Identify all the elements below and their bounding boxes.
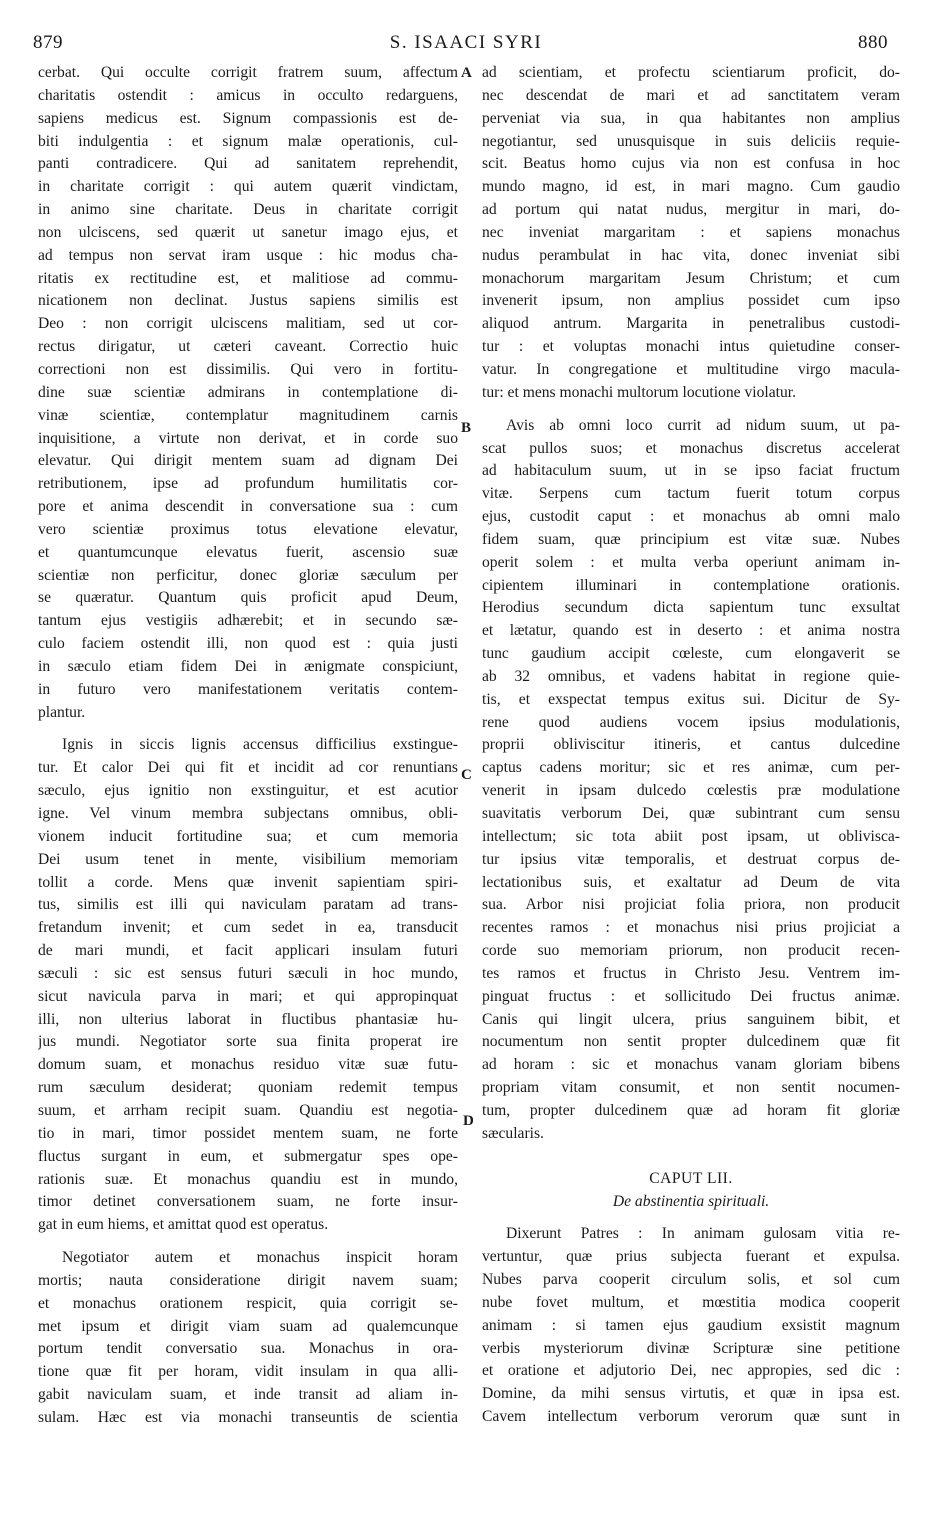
text-line: vero scientiæ proximus totus elevatione elevatur, — [38, 520, 458, 538]
text-line: suum, et arrham recipit suam. Quandiu est negotia- — [38, 1101, 458, 1119]
text-line: nicationem non declinat. Justus sapiens similis est — [38, 292, 458, 310]
text-line: operit solem : et multa verba operiunt animam in- — [482, 553, 900, 571]
text-line: ejus, custodit caput : et monachus ab omni malo — [482, 508, 900, 526]
text-line: rene quod audiens vocem ipsius modulationis, — [482, 713, 900, 731]
chapter-subtitle: De abstinentia spirituali. — [612, 1192, 770, 1210]
text-line: Herodius secundum dicta sapientum tunc exsultat — [482, 599, 900, 617]
paragraph-gap — [482, 1213, 900, 1223]
text-line: captus cadens moritur; sic et res animæ, cum per- — [482, 759, 900, 777]
text-line: vatur. In congregatione et multitudine virgo macula- — [482, 360, 900, 378]
text-line: tur: et mens monachi multorum locutione violatur. — [482, 383, 796, 401]
running-title: S. ISAACI SYRI — [389, 32, 543, 53]
text-line: ad scientiam, et profectu scientiarum proficit, do- — [482, 64, 900, 81]
text-line: met ipsum et dirigit viam suam ad qualemcunque — [38, 1317, 458, 1335]
text-line: tis, et exspectat tempus exitus sui. Dicitur de Sy- — [482, 690, 900, 708]
page-number-right: 880 — [858, 32, 888, 53]
paragraph-gap — [482, 1146, 900, 1168]
text-line: Canis qui lingit ulcera, prius sanguinem bibit, et — [482, 1010, 900, 1028]
paragraph-gap — [38, 724, 458, 734]
text-line: cipientem illuminari in contemplatione orationis. — [482, 576, 900, 594]
text-line: ad habitaculum suum, ut in se ipso faciat fructum — [482, 462, 900, 480]
text-line: Nubes parva cooperit circulum solis, et sol cum — [482, 1271, 900, 1289]
text-line: animam : si tamen ejus gaudium exsistit magnum — [482, 1316, 900, 1334]
text-line: proprii obliviscitur itineris, et cantus dulcedine — [482, 736, 900, 754]
text-line: rectus dirigatur, ut cæteri caveant. Correctio huic — [38, 338, 458, 356]
text-line: sua. Arbor nisi projiciat folia priora, non producit — [482, 896, 900, 914]
text-line: igne. Vel vinum membra subjectans omnibus, obli- — [38, 805, 458, 822]
text-line: tione quæ fit per horam, vidit insulam in qua alli- — [38, 1363, 458, 1381]
left-column — [38, 62, 458, 1430]
text-line: Domine, da mihi sensus virtutis, et quæ in ipsa est. — [482, 1385, 900, 1403]
text-line: vinæ scientiæ, contemplatur magnitudinem carnis — [38, 406, 458, 424]
text-line: inquisitione, a virtute non derivat, et in corde suo — [38, 429, 458, 447]
text-line: cerbat. Qui occulte corrigit fratrem suum, affectum — [38, 64, 458, 81]
text-line: tes ramos et fructus in Christo Jesu. Ventrem im- — [482, 964, 900, 982]
text-line: rum sæculum desiderat; quoniam redemit tempus — [38, 1079, 458, 1097]
text-line: panti contradicere. Qui ad sanitatem reprehendit, — [38, 155, 458, 173]
text-line: tunc gaudium accipit cœleste, cum elongaverit se — [482, 645, 900, 663]
text-line: tio in mari, timor possidet mentem suam, ne forte — [38, 1124, 458, 1142]
text-line: portum tendit conversatio sua. Monachus in ora- — [38, 1340, 458, 1358]
text-line: timor detinet conversationem suam, ne forte insur- — [38, 1193, 458, 1211]
text-line: sicut navicula parva in mari; et qui appropinquat — [38, 987, 458, 1005]
text-line: elevatur. Qui dirigit mentem suam ad dignam Dei — [38, 452, 458, 470]
chapter-title: CAPUT LII. — [649, 1169, 733, 1187]
text-line: de mari mundi, et facit applicari insulam futuri — [38, 942, 458, 960]
text-line: ad portum qui natat nudus, mergitur in mari, do- — [482, 201, 900, 219]
paragraph-gap — [38, 1237, 458, 1247]
text-line: et quantumcunque elevatus fuerit, ascensio suæ — [38, 543, 458, 561]
text-line: Dei usum tenet in mente, visibilium memoriam — [38, 850, 458, 868]
text-line: pinguat fructus : et sollicitudo Dei fructus animæ. — [482, 987, 900, 1005]
text-line: scat pullos suos; et monachus discretus accelerat — [482, 439, 900, 457]
text-line: vertuntur, quæ prius subjecta fuerant et expulsa. — [482, 1248, 900, 1266]
text-line: et oratione et adjutorio Dei, nec appropies, sed dic : — [482, 1362, 900, 1380]
text-line: fidem suam, quæ principium est vitæ suæ. Nubes — [482, 530, 900, 548]
text-line: fretandum invenit; et cum sedet in ea, transducit — [38, 919, 458, 937]
right-column — [482, 62, 900, 1429]
text-line: tur : et voluptas monachi intus quietudine conser- — [482, 338, 900, 356]
text-line: tur ipsius vitæ temporalis, et destruat corpus de- — [482, 850, 900, 868]
text-line: nocumentum non sentit propter dulcedinem quæ fit — [482, 1033, 900, 1051]
text-line: intellectum; sic tota abiit post ipsam, ut oblivisca- — [482, 827, 900, 845]
text-line: jus mundi. Negotiator sorte sua finita properat ire — [38, 1033, 458, 1051]
margin-letter-d: D — [463, 1113, 474, 1129]
text-line: charitatis ostendit : amicus in occulto redarguens, — [38, 86, 458, 104]
margin-letter-c: C — [461, 767, 472, 783]
text-line: Avis ab omni loco currit ad nidum suum, ut pa- — [506, 416, 900, 434]
text-line: nube fovet multum, et mœstitia modica cooperit — [482, 1293, 900, 1311]
text-line: propriam vitam consumit, et non sentit nocumen- — [482, 1079, 900, 1097]
text-line: tum, propter dulcedinem quæ ad horam fit gloriæ — [482, 1101, 900, 1119]
text-line: Negotiator autem et monachus inspicit horam — [62, 1249, 458, 1267]
text-line: vitæ. Serpens cum tactum fuerit totum corpus — [482, 485, 900, 503]
paragraph-gap — [482, 405, 900, 415]
text-line: mortis; nauta consideratione dirigit navem suam; — [38, 1271, 458, 1289]
text-line: nudus perambulat in hac vita, donec inveniat sibi — [482, 246, 900, 264]
text-line: biti indulgentia : et signum malæ operationis, cul- — [38, 132, 458, 150]
text-line: fluctus surgant in eum, et submergatur spes ope- — [38, 1147, 458, 1165]
text-line: negotiantur, sed unusquisque in suis deliciis requie- — [482, 132, 900, 150]
text-line: lectationibus suis, et exaltatur ad Deum de vita — [482, 873, 900, 891]
text-line: non ulciscens, sed quærit ut sanetur imago ejus, et — [38, 223, 458, 241]
text-line: ab 32 omnibus, et vadens habitat in regione quie- — [482, 667, 900, 685]
text-line: Dixerunt Patres : In animam gulosam vitia re- — [506, 1225, 900, 1243]
text-line: in charitate corrigit : qui autem quærit vindictam, — [38, 178, 458, 196]
text-line: gat in eum hiems, et amittat quod est operatus. — [38, 1216, 329, 1234]
text-line: verbis mysteriorum divinæ Scripturæ sine petitione — [482, 1339, 900, 1357]
text-line: monachorum margaritam Jesum Christum; et cum — [482, 269, 900, 287]
text-line: recentes ramos : et monachus nisi prius projiciat a — [482, 919, 900, 937]
text-line: scit. Beatus homo cujus via non est confusa in hoc — [482, 155, 900, 173]
text-line: Ignis in siccis lignis accensus difficilius exstingue- — [62, 736, 458, 754]
text-line: vionem inducit fortitudine sua; et cum memoria — [38, 827, 458, 845]
text-line: invenerit ipsum, non amplius possidet cum ipso — [482, 292, 900, 310]
text-line: nec inveniat margaritam : et sapiens monachus — [482, 223, 900, 241]
text-line: rationis suæ. Et monachus quandiu est in mundo, — [38, 1170, 458, 1188]
text-line: in animo sine charitate. Deus in charitate corrigit — [38, 201, 458, 219]
text-line: in futuro vero manifestationem veritatis contem- — [38, 680, 458, 698]
text-line: sæculi : sic est sensus futuri sæculi in hoc mundo, — [38, 964, 458, 982]
text-line: aliquod antrum. Margarita in penetralibus custodi- — [482, 315, 900, 333]
text-line: ad tempus non servat iram usque : hic modus cha- — [38, 246, 458, 264]
text-line: culo faciem ostendit illi, non quod est : quia justi — [38, 635, 458, 653]
text-line: tollit a corde. Mens quæ invenit sapientiam spiri- — [38, 873, 458, 891]
text-line: plantur. — [38, 703, 86, 721]
text-line: illi, non ulterius laborat in fluctibus phantasiæ hu- — [38, 1010, 458, 1028]
text-line: retributionem, ipse ad profundum humilitatis cor- — [38, 475, 458, 493]
text-line: Cavem intellectum verborum verorum quæ sunt in — [482, 1408, 900, 1426]
text-line: sapiens medicus est. Signum compassionis est de- — [38, 109, 458, 127]
text-line: suavitatis verborum Dei, quæ subintrant cum sensu — [482, 805, 900, 822]
text-line: perveniat via sua, in qua habitantes non amplius — [482, 109, 900, 127]
text-line: ritatis ex rectitudine est, et malitiose ad commu- — [38, 269, 458, 287]
text-line: scientiæ non perficitur, donec gloriæ sæculum per — [38, 566, 458, 584]
text-line: venerit in ipsam dulcedo cœlestis præ modulatione — [482, 782, 900, 800]
margin-letter-a: A — [461, 65, 472, 81]
text-line: et monachus orationem respicit, quia corrigit se- — [38, 1294, 458, 1312]
text-line: nec descendat de mari et ad sanctitatem veram — [482, 86, 900, 104]
text-line: domum suam, et monachus residuo vitæ suæ futu- — [38, 1056, 458, 1074]
text-line: in sæculo etiam fidem Dei in ænigmate conspiciunt, — [38, 657, 458, 675]
text-line: tantum ejus vestigiis adhærebit; et in secundo sæ- — [38, 612, 458, 630]
text-line: ad horam : sic et monachus vanam gloriam bibens — [482, 1056, 900, 1074]
text-line: sulam. Hæc est via monachi transeuntis de scientia — [38, 1408, 458, 1426]
page-number-left: 879 — [33, 32, 63, 53]
text-line: mundo magno, id est, in mari magno. Cum gaudio — [482, 178, 900, 196]
text-line: Deo : non corrigit ulciscens malitiam, sed ut cor- — [38, 315, 458, 333]
text-line: correctioni non est dissimilis. Qui vero in fortitu- — [38, 360, 458, 378]
margin-letter-b: B — [461, 420, 472, 436]
text-line: se quæratur. Quantum quis proficit apud Deum, — [38, 589, 458, 607]
text-line: pore et anima descendit in conversatione sua : cum — [38, 498, 458, 516]
text-line: sæculo, ejus ignitio non exstinguitur, et est acutior — [38, 782, 458, 800]
text-line: corde suo memoriam priorum, non producit recen- — [482, 942, 900, 960]
text-line: dine suæ scientiæ admirans in contemplatione di- — [38, 383, 458, 401]
text-line: gabit naviculam suam, et inde transit ad aliam in- — [38, 1386, 458, 1404]
text-line: sæcularis. — [482, 1124, 544, 1142]
text-line: tus, similis est illi qui naviculam paratam ad trans- — [38, 896, 458, 914]
text-line: tur. Et calor Dei qui fit et incidit ad cor renuntians — [38, 759, 458, 777]
text-line: et lætatur, quando est in deserto : et anima nostra — [482, 622, 900, 640]
